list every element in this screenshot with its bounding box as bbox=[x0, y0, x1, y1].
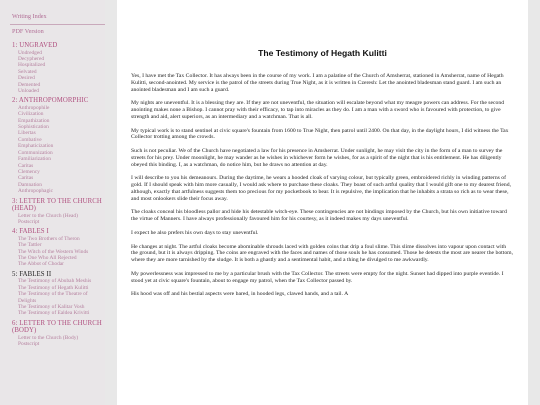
toc-item-link[interactable]: Clemency bbox=[18, 168, 40, 175]
toc-item-link[interactable]: Anthropophagic bbox=[18, 188, 54, 195]
toc-item-link[interactable]: The Two Brothers of Theron bbox=[18, 235, 80, 242]
article-paragraph: My powerlessness was impressed to me by a particular brush with the Tax Collector. The streets were empty for the night. Sunset had dipped into purple eventide. I stood yet at civic square's fountain, about to engage my patrol, when the Tax Collector passed by. bbox=[131, 270, 504, 284]
article-paragraph: He changes at night. The artful cloaks become abominable shrouds laced with golden coins that drip a foul slime. This slime dissolves into vapour upon contact with the ground, but it is always dripping. The coins are engraved with the faces and names of those souls he has consumed. Those he detests the most are nearer the bottom, where they are more tarnished by the sludge. It is both a ghastly and a sentimental habit, and a thing he divulged to me awkwardly. bbox=[131, 243, 514, 263]
toc-section bbox=[0, 271, 105, 317]
article-body bbox=[117, 73, 528, 298]
article-paragraph: My typical work is to stand sentinel at civic square's fountain from 1600 to True Night, then patrol until 2400. On that day, in the daylight hours, I did witness the Tax Collector trotting among the crowds. bbox=[131, 127, 509, 141]
toc-section bbox=[0, 42, 105, 94]
toc-item-link[interactable]: Communization bbox=[18, 149, 53, 156]
toc-item-link[interactable]: The Testimony of the Theatre of Delights bbox=[18, 291, 88, 304]
toc-item-link[interactable]: Caritas bbox=[18, 175, 34, 182]
sidebar-pdf bbox=[0, 28, 105, 36]
toc-item-link[interactable]: The Abbot of Chodar bbox=[18, 261, 64, 268]
sidebar-top-links bbox=[0, 0, 105, 21]
toc-item-link[interactable]: Desired bbox=[18, 75, 35, 82]
toc-section-heading[interactable]: 1: UNGRAVED bbox=[12, 42, 58, 49]
toc-item-link[interactable]: Undredged bbox=[18, 49, 42, 56]
toc-item-link[interactable]: The Testimony of Hegath Kulitti bbox=[18, 284, 89, 291]
pdf-version-link[interactable]: PDF Version bbox=[12, 28, 44, 35]
toc-item-link[interactable]: Letter to the Church (Body) bbox=[18, 334, 79, 341]
toc-item-link[interactable]: Hospitalized bbox=[18, 62, 46, 69]
toc-section bbox=[0, 198, 105, 226]
article-paragraph: My nights are uneventful. It is a blessing they are. If they are not uneventful, the situation will escalate beyond what my meagre powers can address. For the second anointing makes none a Bishop. I cannot pray with their efficacy, to tap into miracles as they do. I am a man with a sword who is favoured with protection, to give strength and aid, alert superiors, as an intermediary and a watchman. That is all. bbox=[131, 100, 505, 120]
article-title: The Testimony of Hegath Kulitti bbox=[258, 48, 387, 58]
toc-item-link[interactable]: The Witch of the Western Winds bbox=[18, 248, 89, 255]
toc-item-link[interactable]: Caritas bbox=[18, 162, 34, 169]
toc-item-link[interactable]: Unloaded bbox=[18, 87, 39, 94]
article-paragraph: I expect he also prefers his own days to stay uneventful. bbox=[131, 229, 259, 236]
toc-item-link[interactable]: Decyphered bbox=[18, 55, 45, 62]
article-paragraph: His hood was off and his bestial aspects were bared, in hooded legs, clawed hands, and a tail. A bbox=[131, 291, 349, 298]
writing-index-link[interactable]: Writing Index bbox=[12, 13, 47, 20]
toc-item-link[interactable]: Damnation bbox=[18, 181, 42, 188]
toc-section bbox=[0, 320, 105, 348]
sidebar-divider bbox=[10, 24, 105, 25]
toc-item-link[interactable]: The Tattler bbox=[18, 242, 42, 249]
toc-item-link[interactable]: Anthropophile bbox=[18, 104, 50, 111]
toc-item-link[interactable]: Letter to the Church (Head) bbox=[18, 212, 78, 219]
toc-item-link[interactable]: The Testimony of Abubah Meshis bbox=[18, 278, 92, 285]
toc-section-heading[interactable]: 6: LETTER TO THE CHURCH (BODY) bbox=[12, 319, 102, 335]
toc-item-link[interactable]: Familiarization bbox=[18, 156, 51, 163]
toc-section-heading[interactable]: 2: ANTHROPOMORPHIC bbox=[12, 97, 89, 105]
toc-section-heading[interactable]: 3: LETTER TO THE CHURCH (HEAD) bbox=[12, 197, 102, 213]
toc-section-heading[interactable]: 5: FABLES II bbox=[12, 270, 52, 278]
toc-item-link[interactable]: Demented bbox=[18, 81, 41, 88]
sidebar bbox=[0, 0, 105, 405]
article-paragraph: Yes, I have met the Tax Collector. It has always been in the course of my work. I am a palatine of the Church of Amsherrat, stationed in Amsherrat, name of Hegath Kulitti, second-anointed. My service is the patrol of the streets during True Night, as it is written in Czeresh: Let the anointed bladesman stand guard. I am such an anointed bladesman and I am such a guard. bbox=[131, 73, 504, 93]
article-page bbox=[117, 0, 528, 405]
toc-section bbox=[0, 228, 105, 268]
toc-item-link[interactable]: Libertas bbox=[18, 130, 36, 137]
toc-item-link[interactable]: Civilization bbox=[18, 111, 44, 118]
toc-item-link[interactable]: Empathization bbox=[18, 117, 50, 124]
toc-item-link[interactable]: Postscript bbox=[18, 341, 40, 348]
toc-item-link[interactable]: Sophistication bbox=[18, 124, 49, 131]
toc-item-link[interactable]: The Testimony of Kalitar Vosh bbox=[18, 304, 85, 310]
article-paragraph: The cloaks conceal his bloodless pallor and hide his detestable witch-eye. These contingencies are not bindings imposed by the Church, but his own initiative toward the virtue of Manners. I have always professionally favoured him for his courtesy, as it indeed makes my days uneventful. bbox=[131, 209, 507, 222]
toc-item-link[interactable]: Combative bbox=[18, 136, 42, 143]
article-paragraph: Such is not peculiar. We of the Church have negotiated a law for his presence in Amsherrat. Under sunlight, he may visit the city in the form of a man to survey the streets for his prey. Under moonlight, he may wander as he wishes in whichever form he wishes, for as a spirit of the night that is his entitlement. He has diligently obeyed this binding. I, as a watchman, do notice him, but he draws no attention at day. bbox=[131, 148, 503, 168]
table-of-contents bbox=[0, 42, 105, 348]
toc-item-link[interactable]: Emphaticization bbox=[18, 143, 54, 150]
toc-item-link[interactable]: Postscript bbox=[18, 218, 40, 225]
toc-item-link[interactable]: The Testimony of Ealdea Krivitti bbox=[18, 310, 90, 317]
toc-item-link[interactable]: The One Who All Rejected bbox=[18, 255, 77, 262]
toc-section-heading[interactable]: 4: FABLES I bbox=[12, 228, 49, 236]
toc-item-link[interactable]: Selvated bbox=[18, 68, 37, 75]
article-paragraph: I will describe to you his demeanours. During the daytime, he wears a hooded cloak of varying colour, but typically green, embroidered richly in winding patterns of gold. If I should speak with him more casually, I would ask where to purchase these cloaks. They boast of such artful quality that I would gift one to my dearest friend, although, exactly that artfulness suggests them too precious for my pocketbook to bear. It is repulsive, the implication that he inhabits a strata so rich as to wear these, and most onlookers slide their focus away. bbox=[131, 175, 512, 202]
toc-section bbox=[0, 97, 105, 194]
